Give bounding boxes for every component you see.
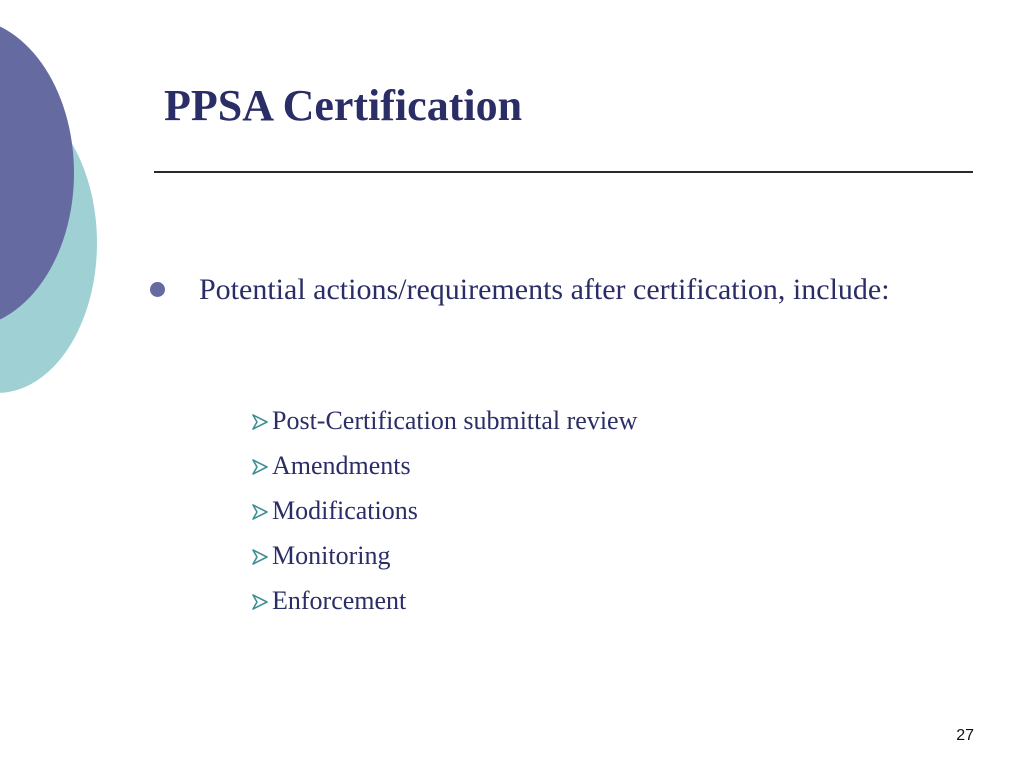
title-divider — [154, 171, 973, 173]
arrow-bullet-icon — [250, 457, 270, 477]
sub-bullet-label: Modifications — [272, 495, 418, 525]
sub-bullet-item — [250, 488, 637, 533]
sub-bullet-item — [250, 398, 637, 443]
slide-page-number: 27 — [956, 727, 974, 744]
sub-bullet-item — [250, 533, 637, 578]
circle-bullet-icon — [150, 282, 165, 297]
sub-bullet-label: Enforcement — [272, 585, 407, 615]
sub-bullet-label: Amendments — [272, 450, 411, 480]
sub-bullet-label: Post-Certification submittal review — [272, 405, 638, 435]
main-bullet-text: Potential actions/requirements after certification, include: — [199, 273, 890, 306]
arrow-bullet-icon — [250, 547, 270, 567]
sub-bullet-label: Monitoring — [272, 540, 391, 570]
arrow-bullet-icon — [250, 502, 270, 522]
slide-title: PPSA Certification — [164, 81, 523, 130]
arrow-bullet-icon — [250, 592, 270, 612]
sub-bullet-item — [250, 578, 637, 623]
arrow-bullet-icon — [250, 412, 270, 432]
sub-bullet-item — [250, 443, 637, 488]
sub-bullet-list — [250, 398, 637, 623]
